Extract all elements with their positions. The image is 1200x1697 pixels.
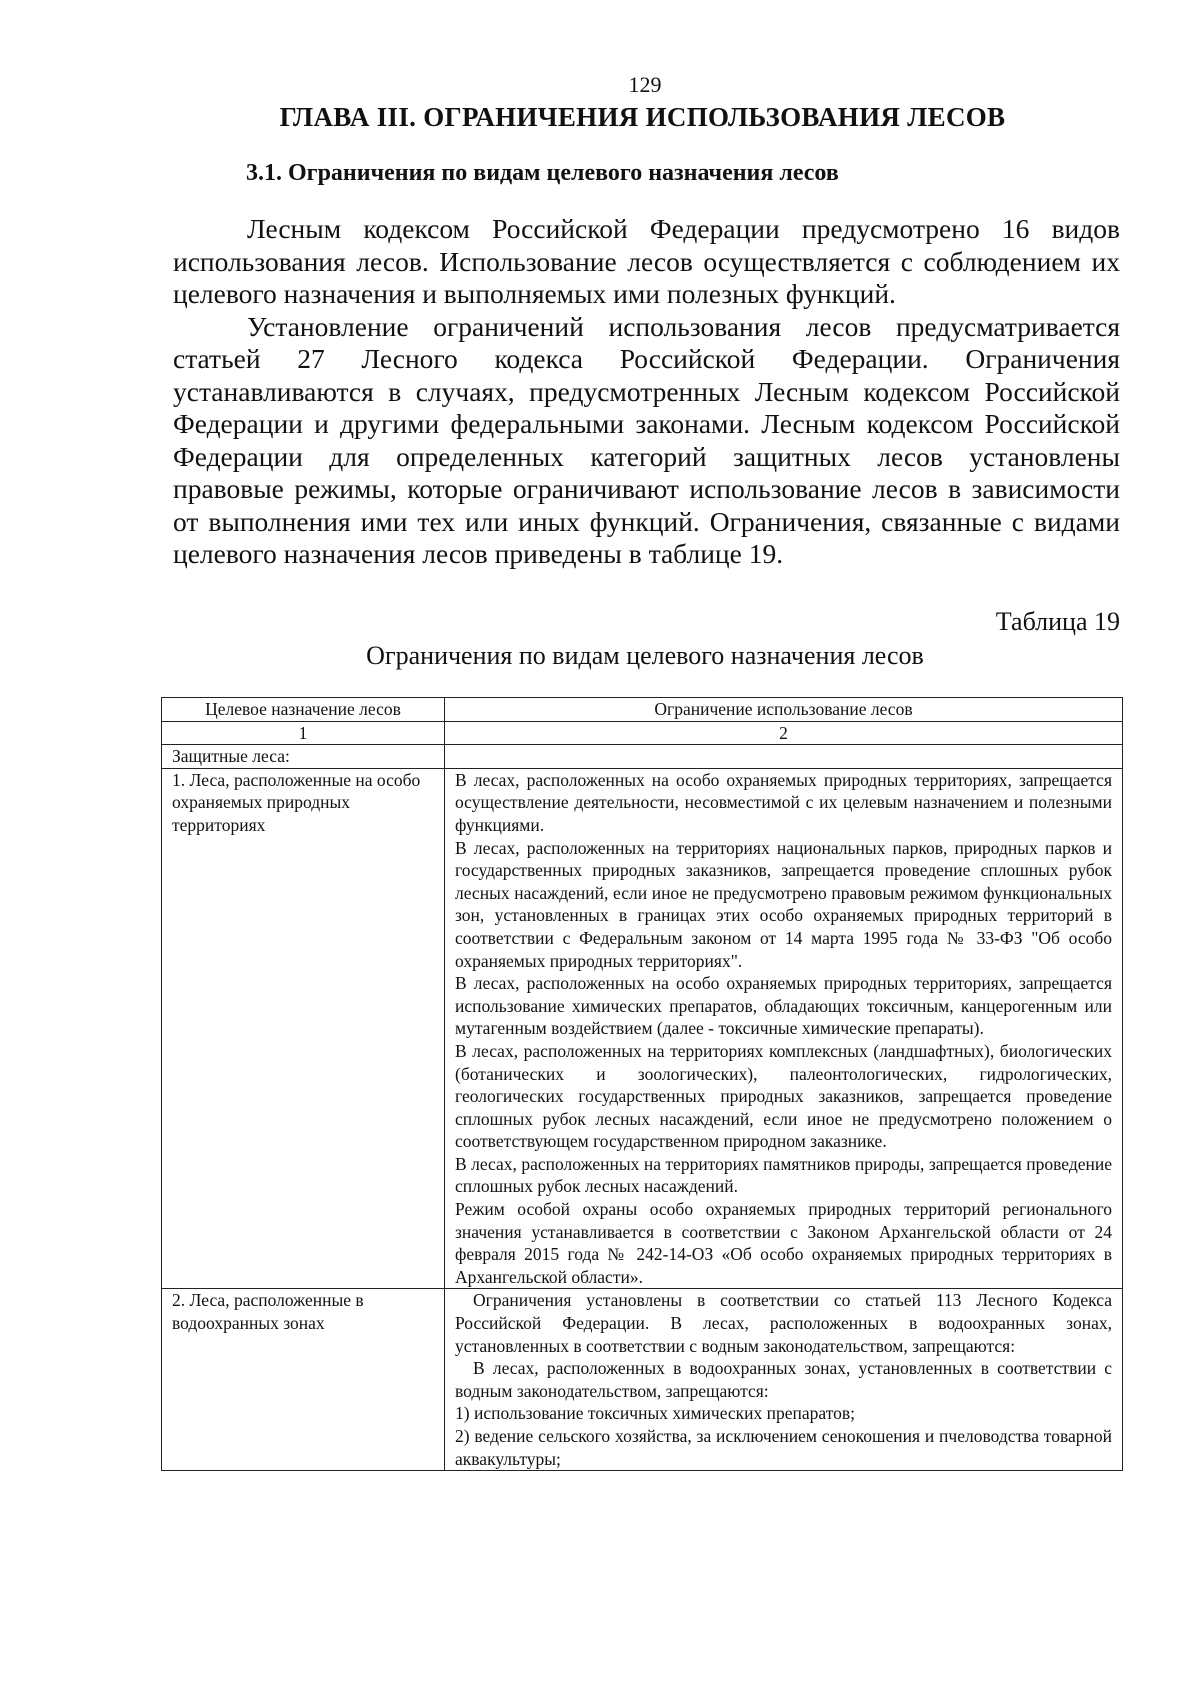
column-header-restrictions: Ограничение использование лесов [445, 698, 1123, 722]
table-label: Таблица 19 [995, 607, 1120, 636]
restrictions-cell [445, 1289, 1123, 1471]
restrictions-table [161, 697, 1123, 1471]
group-row [162, 745, 1123, 769]
restrictions-cell [445, 768, 1123, 1289]
page-number: 129 [628, 72, 662, 97]
restriction-paragraph: 2) ведение сельского хозяйства, за исключением сенокошения и пчеловодства товарной аквакультуры; [455, 1426, 1112, 1469]
body-paragraph: Установление ограничений использования лесов предусматривается статьей 27 Лесного кодекса Российской Федерации. Ограничения устанавливаются в случаях, предусмотренных Лесным кодексом Российской Федерации и другими федеральными законами. Лесным кодексом Российской Федерации для определенных категорий защитных лесов установлены правовые режимы, которые ограничивают использование лесов в зависимости от выполнения ими тех или иных функций. Ограничения, связанные с видами целевого назначения лесов приведены в таблице 19. [173, 310, 1120, 569]
restriction-paragraph: В лесах, расположенных на особо охраняемых природных территориях, запрещается осуществление деятельности, несовместимой с их целевым назначением и полезными функциями. [455, 769, 1112, 835]
restriction-paragraph: В лесах, расположенных на территориях национальных парков, природных парков и государственных природных заказников, запрещается проведение сплошных рубок лесных насаждений, если иное не предусмотрено правовым режимом функциональных зон, установленных в границах этих особо охраняемых природных территорий в соответствии с Федеральным законом от 14 марта 1995 года № 33-ФЗ "Об особо охраняемых природных территориях". [455, 837, 1112, 971]
restriction-paragraph: Режим особой охраны особо охраняемых природных территорий регионального значения устанавливается в соответствии с Законом Архангельской области от 24 февраля 2015 года № 242-14-ОЗ «Об особо охраняемых природных территориях в Архангельской области». [455, 1199, 1112, 1287]
table-row [162, 1289, 1123, 1471]
restriction-paragraph: В лесах, расположенных на особо охраняемых природных территориях, запрещается использование химических препаратов, обладающих токсичным, канцерогенным или мутагенным воздействием (далее - токсичные химические препараты). [455, 973, 1112, 1039]
column-number: 2 [445, 721, 1123, 745]
restriction-paragraph: В лесах, расположенных на территориях комплексных (ландшафтных), биологических (ботанических и зоологических), палеонтологических, гидрологических, геологических государственных природных заказников, запрещается проведение сплошных рубок лесных насаждений, если иное не предусмотрено положением о соответствующем государственном природном заказнике. [455, 1040, 1112, 1152]
restriction-paragraph: В лесах, расположенных в водоохранных зонах, установленных в соответствии с водным законодательством, запрещаются: [455, 1358, 1112, 1401]
restriction-paragraph: 1) использование токсичных химических препаратов; [455, 1403, 856, 1424]
table-title: Ограничения по видам целевого назначения лесов [366, 641, 924, 670]
purpose-cell: 2. Леса, расположенные в водоохранных зонах [162, 1289, 445, 1471]
column-header-purpose: Целевое назначение лесов [162, 698, 445, 722]
restriction-paragraph: Ограничения установлены в соответствии со статьей 113 Лесного Кодекса Российской Федерации. В лесах, расположенных в водоохранных зонах, установленных в соответствии с водным законодательством, запрещаются: [455, 1290, 1112, 1356]
body-paragraph: Лесным кодексом Российской Федерации предусмотрено 16 видов использования лесов. Использование лесов осуществляется с соблюдением их целевого назначения и выполняемых ими полезных функций. [173, 213, 1120, 309]
column-number-row [162, 721, 1123, 745]
body-text [173, 213, 1120, 571]
section-title: 3.1. Ограничения по видам целевого назначения лесов [246, 160, 839, 186]
table-row [162, 768, 1123, 1289]
group-empty-cell [445, 745, 1123, 769]
restriction-paragraph: В лесах, расположенных на территориях памятников природы, запрещается проведение сплошных рубок лесных насаждений. [455, 1153, 1112, 1197]
group-label: Защитные леса: [162, 745, 445, 769]
table-header-row [162, 698, 1123, 722]
chapter-title: ГЛАВА III. ОГРАНИЧЕНИЯ ИСПОЛЬЗОВАНИЯ ЛЕСОВ [279, 102, 1006, 132]
column-number: 1 [162, 721, 445, 745]
purpose-cell: 1. Леса, расположенные на особо охраняемых природных территориях [162, 768, 445, 1289]
